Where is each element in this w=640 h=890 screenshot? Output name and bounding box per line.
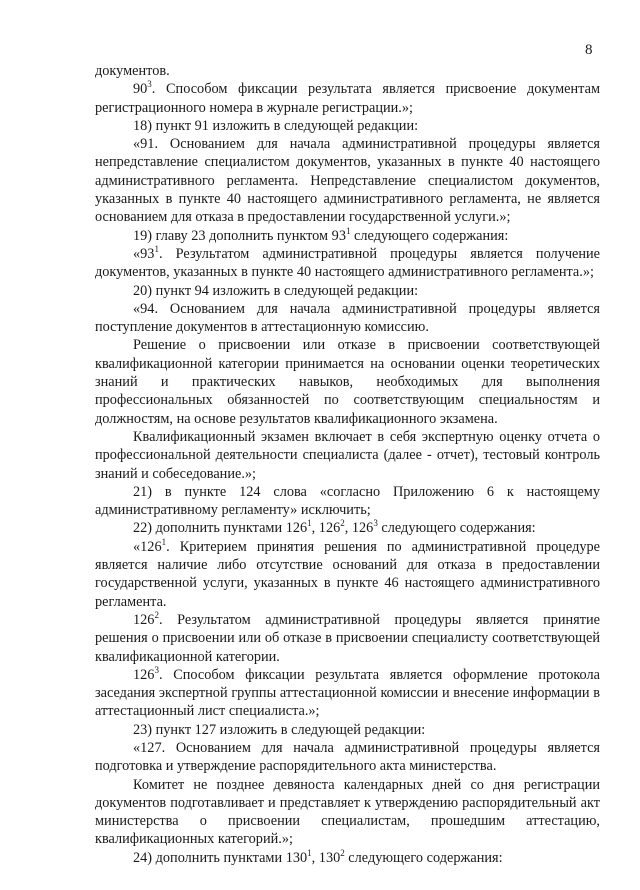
paragraph-text: «93 (133, 245, 155, 262)
paragraph (95, 849, 600, 867)
document-body (95, 62, 600, 867)
paragraph-text: 24) дополнить пунктами 130 (133, 849, 308, 866)
paragraph (95, 428, 600, 483)
paragraph-text: 19) главу 23 дополнить пунктом 93 (133, 227, 346, 244)
paragraph (95, 776, 600, 849)
paragraph-text: «91. Основанием для начала административной процедуры является непредставление специалистом документов, указанных в пункте 40 настоящего административного регламента. Непредставление специалистом документов, указанных в пункте 40 настоящего административного регламента, не является основанием для отказа в предоставлении государственной услуги.»; (95, 136, 600, 226)
paragraph-text: следующего содержания: (377, 520, 536, 537)
paragraph-text: , 126 (344, 520, 374, 537)
paragraph-text: «127. Основанием для начала административной процедуры является подготовка и утверждение распорядительного акта министерства. (95, 739, 600, 775)
paragraph-text: . Способом фиксации результата является оформление протокола заседания экспертной группы аттестационной комиссии и внесение информации в аттестационный лист специалиста.»; (95, 666, 600, 720)
paragraph-text: следующего содержания: (344, 849, 503, 866)
paragraph (95, 721, 600, 739)
paragraph-text: , 130 (311, 849, 341, 866)
paragraph-text: «94. Основанием для начала административной процедуры является поступление документов в аттестационную комиссию. (95, 300, 600, 336)
superscript-index: 3 (373, 518, 378, 529)
paragraph (95, 117, 600, 135)
paragraph-text: 22) дополнить пунктами 126 (133, 520, 308, 537)
paragraph-text: следующего содержания: (350, 227, 509, 244)
paragraph (95, 282, 600, 300)
paragraph-text: Комитет не позднее девяноста календарных дней со дня регистрации документов подготавливает и представляет к утверждению распорядительный акт министерства о присвоении специалистам, прошедшим аттестацию, квалификационных категорий.»; (95, 776, 600, 848)
paragraph (95, 336, 600, 427)
superscript-index: 3 (147, 79, 152, 90)
paragraph-text: документов. (95, 63, 170, 79)
superscript-index: 1 (307, 518, 312, 529)
paragraph-text: 18) пункт 91 изложить в следующей редакции: (133, 117, 419, 134)
paragraph-text: 90 (133, 81, 148, 98)
paragraph (95, 611, 600, 666)
paragraph (95, 483, 600, 520)
paragraph-text: Решение о присвоении или отказе в присвоении соответствующей квалификационной категории принимается на основании оценки теоретических знаний и практических навыков, необходимых для выполнения профессиональных обязанностей по соответствующим специальностям и должностям, на основе результатов квалификационного экзамена. (95, 337, 600, 427)
superscript-index: 1 (345, 225, 351, 236)
superscript-index: 3 (154, 664, 159, 675)
paragraph-text: . Способом фиксации результата является присвоение документам регистрационного номера в журнале регистрации.»; (95, 81, 600, 116)
paragraph-text: 21) в пункте 124 слова «согласно Приложению 6 к настоящему административному регламенту» исключить; (95, 483, 600, 519)
superscript-index: 2 (340, 518, 345, 529)
paragraph (95, 245, 600, 282)
superscript-index: 1 (154, 243, 159, 254)
superscript-index: 2 (340, 847, 345, 858)
paragraph-text: «126 (133, 538, 162, 555)
superscript-index: 1 (307, 847, 312, 858)
paragraph (95, 739, 600, 776)
paragraph-text: . Критерием принятия решения по административной процедуре является наличие либо отсутствие оснований для отказа в предоставлении государственной услуги, указанных в пункте 46 настоящего административного регламента. (95, 538, 600, 610)
paragraph-text: 126 (133, 611, 155, 628)
paragraph (95, 300, 600, 337)
paragraph-text: 20) пункт 94 изложить в следующей редакции: (133, 282, 419, 299)
paragraph (95, 519, 600, 537)
paragraph-text: . Результатом административной процедуры является получение документов, указанных в пункте 40 настоящего административного регламента.»; (95, 245, 600, 281)
paragraph-text: 23) пункт 127 изложить в следующей редакции: (133, 721, 426, 738)
paragraph (95, 80, 600, 117)
paragraph-text: 126 (133, 666, 155, 683)
page-number: 8 (585, 42, 593, 58)
paragraph (95, 227, 600, 245)
superscript-index: 1 (161, 536, 167, 547)
paragraph-text: , 126 (311, 520, 341, 537)
paragraph-text: . Результатом административной процедуры является принятие решения о присвоении или об отказе в присвоении специалисту соответствующей квалификационной категории. (95, 611, 600, 665)
paragraph-text: Квалификационный экзамен включает в себя экспертную оценку отчета о профессиональной деятельности специалиста (далее - отчет), тестовый контроль знаний и собеседование.»; (95, 428, 600, 482)
superscript-index: 2 (154, 609, 159, 620)
paragraph (95, 666, 600, 721)
paragraph (95, 135, 600, 226)
paragraph (95, 538, 600, 611)
paragraph (95, 62, 600, 80)
